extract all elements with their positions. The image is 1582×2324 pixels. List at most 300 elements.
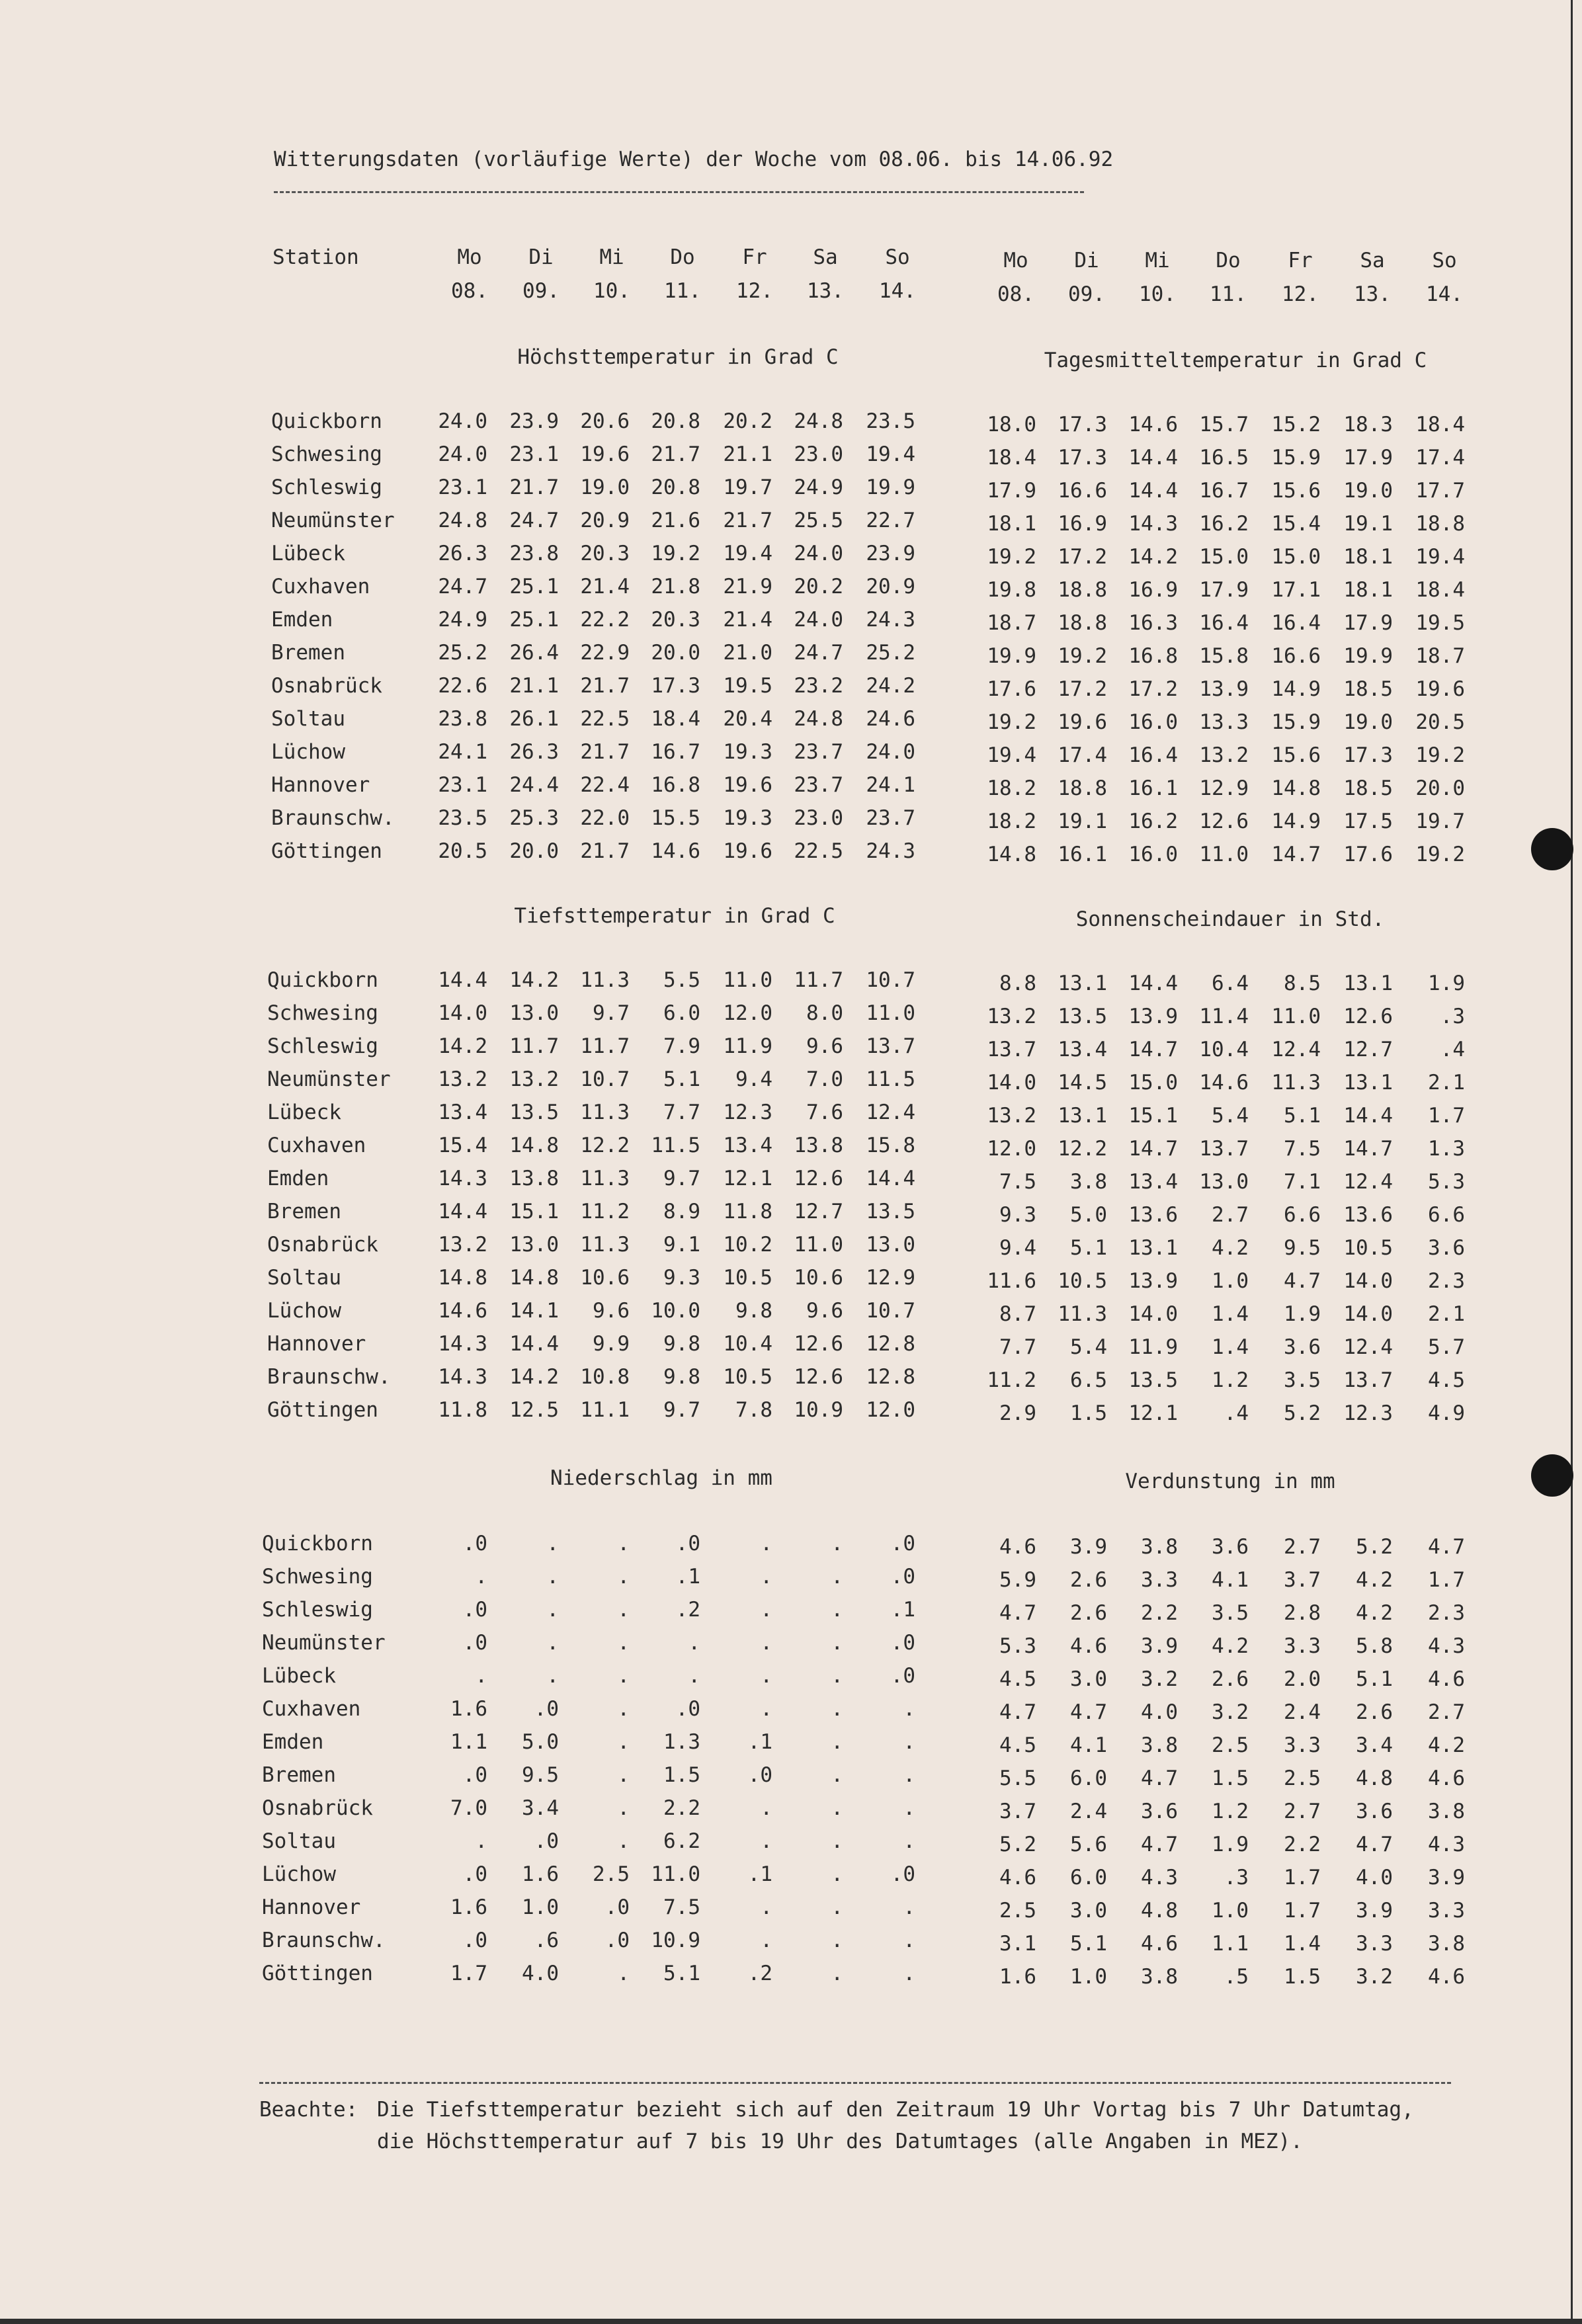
table-cell: 21.1 [723, 442, 772, 466]
table-cell: 15.9 [1271, 710, 1321, 734]
table-cell: 9.8 [735, 1299, 772, 1323]
table-cell: 24.0 [866, 740, 915, 764]
table-cell: . [831, 1929, 843, 1952]
table-cell: 17.1 [1271, 578, 1321, 602]
table-cell: 25.1 [509, 575, 559, 599]
table-cell: 11.9 [1128, 1335, 1178, 1359]
table-cell: 9.4 [999, 1236, 1036, 1260]
table-cell: 3.0 [1070, 1667, 1107, 1691]
table-cell: 13.8 [509, 1167, 559, 1190]
station-name: Osnabrück [262, 1796, 373, 1820]
table-cell: 2.5 [1284, 1766, 1321, 1790]
table-cell: . [760, 1631, 772, 1655]
table-cell: 21.4 [723, 608, 772, 632]
station-name: Emden [262, 1730, 324, 1754]
table-cell: 3.3 [1284, 1634, 1321, 1658]
table-cell: 26.1 [509, 707, 559, 731]
table-cell: 24.0 [438, 442, 487, 466]
section-title: Niederschlag in mm [550, 1466, 772, 1490]
table-cell: . [546, 1631, 559, 1655]
table-cell: .3 [1224, 1866, 1249, 1889]
table-cell: 17.9 [987, 479, 1036, 503]
station-name: Lüchow [262, 1862, 336, 1886]
table-cell: 24.6 [866, 707, 915, 731]
table-cell: 16.8 [1128, 644, 1178, 668]
table-cell: 13.1 [1058, 972, 1107, 995]
day-label: Mo [457, 245, 482, 269]
table-cell: 14.4 [1343, 1104, 1393, 1128]
table-cell: 11.1 [580, 1398, 630, 1422]
table-cell: 3.0 [1070, 1899, 1107, 1923]
table-cell: 20.2 [723, 409, 772, 433]
table-cell: . [688, 1664, 700, 1688]
day-label: Fr [1288, 249, 1313, 272]
table-cell: 13.5 [1058, 1005, 1107, 1028]
table-cell: 10.8 [580, 1365, 630, 1389]
table-cell: .0 [604, 1895, 630, 1919]
table-cell: . [903, 1730, 915, 1754]
table-cell: 17.2 [1058, 677, 1107, 701]
table-cell: 12.4 [866, 1100, 915, 1124]
section-title: Verdunstung in mm [1125, 1470, 1335, 1493]
table-cell: 11.3 [580, 1100, 630, 1124]
table-cell: 15.1 [509, 1200, 559, 1224]
table-cell: . [475, 1829, 487, 1853]
table-cell: 3.3 [1141, 1568, 1178, 1592]
table-cell: 24.1 [438, 740, 487, 764]
table-cell: 19.3 [723, 740, 772, 764]
table-cell: 4.0 [1356, 1866, 1393, 1889]
table-cell: 13.7 [1343, 1368, 1393, 1392]
table-cell: 13.2 [987, 1104, 1036, 1128]
table-cell: 23.7 [866, 806, 915, 830]
table-cell: 11.0 [651, 1862, 700, 1886]
station-name: Braunschw. [271, 806, 395, 830]
table-cell: 11.9 [723, 1034, 772, 1058]
table-cell: 21.7 [651, 442, 700, 466]
table-cell: 18.0 [987, 413, 1036, 436]
table-cell: 18.5 [1343, 677, 1393, 701]
table-cell: 13.9 [1128, 1005, 1178, 1028]
section-title: Tiefsttemperatur in Grad C [514, 904, 835, 928]
table-cell: 23.7 [794, 740, 843, 764]
table-cell: 22.5 [794, 839, 843, 863]
table-cell: 4.7 [1141, 1833, 1178, 1856]
table-cell: 11.3 [1058, 1302, 1107, 1326]
station-name: Lübeck [271, 542, 345, 565]
table-cell: 2.4 [1284, 1700, 1321, 1724]
table-cell: 16.6 [1271, 644, 1321, 668]
table-cell: 1.3 [1428, 1137, 1465, 1161]
table-cell: 11.0 [723, 968, 772, 992]
table-cell: . [617, 1598, 630, 1622]
table-cell: 2.2 [1284, 1833, 1321, 1856]
table-cell: . [903, 1895, 915, 1919]
table-cell: 14.8 [1271, 776, 1321, 800]
table-cell: 2.7 [1284, 1800, 1321, 1823]
table-cell: 5.1 [1070, 1236, 1107, 1260]
table-cell: 14.8 [987, 843, 1036, 866]
table-cell: 13.1 [1343, 972, 1393, 995]
table-cell: 14.3 [438, 1332, 487, 1356]
station-name: Bremen [267, 1200, 341, 1224]
table-cell: . [475, 1664, 487, 1688]
table-cell: 2.7 [1428, 1700, 1465, 1724]
table-cell: .2 [747, 1962, 772, 1985]
table-cell: 6.0 [1070, 1766, 1107, 1790]
station-name: Emden [271, 608, 333, 632]
table-cell: 1.5 [663, 1763, 700, 1787]
table-cell: 20.0 [651, 641, 700, 665]
table-cell: 3.2 [1212, 1700, 1249, 1724]
table-cell: . [831, 1631, 843, 1655]
table-cell: 17.3 [1058, 446, 1107, 470]
table-cell: 23.9 [866, 542, 915, 565]
day-label: Fr [742, 245, 767, 269]
table-cell: 1.7 [1284, 1899, 1321, 1923]
table-cell: . [831, 1829, 843, 1853]
table-cell: . [760, 1895, 772, 1919]
table-cell: 16.5 [1199, 446, 1249, 470]
table-cell: 2.2 [1141, 1601, 1178, 1625]
table-cell: 9.7 [593, 1001, 630, 1025]
table-cell: 4.2 [1428, 1733, 1465, 1757]
table-cell: . [760, 1929, 772, 1952]
day-label: Do [670, 245, 695, 269]
day-label: Mi [1145, 249, 1170, 272]
day-label: Sa [1360, 249, 1385, 272]
station-name: Bremen [271, 641, 345, 665]
punch-hole [1531, 1454, 1573, 1497]
table-cell: 4.7 [1428, 1535, 1465, 1559]
table-cell: 24.7 [438, 575, 487, 599]
table-cell: 3.8 [1141, 1535, 1178, 1559]
table-cell: 1.7 [1428, 1104, 1465, 1128]
table-cell: 15.6 [1271, 479, 1321, 503]
table-cell: 7.5 [1284, 1137, 1321, 1161]
table-cell: 5.4 [1070, 1335, 1107, 1359]
table-cell: . [760, 1829, 772, 1853]
table-cell: 14.3 [1128, 512, 1178, 536]
table-cell: 4.1 [1070, 1733, 1107, 1757]
table-cell: 11.3 [580, 968, 630, 992]
divider [274, 191, 1084, 193]
table-cell: 11.2 [987, 1368, 1036, 1392]
table-cell: 13.7 [866, 1034, 915, 1058]
table-cell: . [546, 1565, 559, 1589]
table-cell: 13.9 [1128, 1269, 1178, 1293]
table-cell: 17.6 [1343, 843, 1393, 866]
table-cell: 12.7 [1343, 1038, 1393, 1061]
table-cell: 1.0 [1212, 1269, 1249, 1293]
table-cell: .4 [1224, 1401, 1249, 1425]
table-cell: . [831, 1532, 843, 1556]
table-cell: 16.2 [1128, 809, 1178, 833]
table-cell: 9.8 [663, 1365, 700, 1389]
table-cell: . [903, 1929, 915, 1952]
table-cell: 3.4 [1356, 1733, 1393, 1757]
station-name: Neumünster [271, 509, 395, 532]
table-cell: 3.6 [1212, 1535, 1249, 1559]
table-cell: 14.4 [438, 968, 487, 992]
table-cell: . [688, 1631, 700, 1655]
table-cell: 12.1 [1128, 1401, 1178, 1425]
date-label: 14. [1426, 282, 1463, 306]
table-cell: 25.5 [794, 509, 843, 532]
table-cell: 4.3 [1428, 1634, 1465, 1658]
table-cell: 17.9 [1343, 446, 1393, 470]
station-name: Neumünster [267, 1067, 391, 1091]
table-cell: 5.3 [999, 1634, 1036, 1658]
station-name: Braunschw. [267, 1365, 391, 1389]
table-cell: 20.5 [438, 839, 487, 863]
table-cell: 24.2 [866, 674, 915, 698]
table-cell: 19.1 [1058, 809, 1107, 833]
table-cell: 24.0 [438, 409, 487, 433]
table-cell: 4.2 [1212, 1236, 1249, 1260]
table-cell: . [831, 1664, 843, 1688]
table-cell: 13.5 [1128, 1368, 1178, 1392]
table-cell: . [831, 1598, 843, 1622]
table-cell: 13.1 [1128, 1236, 1178, 1260]
table-cell: 13.4 [438, 1100, 487, 1124]
table-cell: 12.7 [794, 1200, 843, 1224]
table-cell: 3.2 [1356, 1965, 1393, 1989]
table-cell: 10.0 [651, 1299, 700, 1323]
table-cell: 4.3 [1141, 1866, 1178, 1889]
table-cell: 20.3 [651, 608, 700, 632]
table-cell: 26.4 [509, 641, 559, 665]
table-cell: 5.2 [1284, 1401, 1321, 1425]
table-cell: 19.6 [1058, 710, 1107, 734]
table-cell: 1.7 [1428, 1568, 1465, 1592]
table-cell: .0 [675, 1697, 700, 1721]
table-cell: 16.4 [1271, 611, 1321, 635]
table-cell: 9.3 [999, 1203, 1036, 1227]
document-title: Witterungsdaten (vorläufige Werte) der Woche vom 08.06. bis 14.06.92 [274, 147, 1114, 171]
table-cell: 12.4 [1343, 1335, 1393, 1359]
table-cell: 23.1 [509, 442, 559, 466]
table-cell: 2.3 [1428, 1269, 1465, 1293]
table-cell: 12.4 [1343, 1170, 1393, 1194]
section-title: Höchsttemperatur in Grad C [517, 345, 839, 369]
table-cell: 13.8 [794, 1134, 843, 1157]
station-name: Göttingen [262, 1962, 373, 1985]
station-name: Soltau [262, 1829, 336, 1853]
table-cell: .1 [675, 1565, 700, 1589]
table-cell: 12.1 [723, 1167, 772, 1190]
table-cell: 18.1 [987, 512, 1036, 536]
table-cell: 14.2 [1128, 545, 1178, 569]
table-cell: 9.3 [663, 1266, 700, 1290]
table-cell: 15.4 [438, 1134, 487, 1157]
table-cell: 7.1 [1284, 1170, 1321, 1194]
station-name: Cuxhaven [271, 575, 370, 599]
table-cell: 2.3 [1428, 1601, 1465, 1625]
table-cell: 12.2 [1058, 1137, 1107, 1161]
table-cell: .3 [1440, 1005, 1465, 1028]
table-cell: 24.0 [794, 542, 843, 565]
table-cell: 18.7 [987, 611, 1036, 635]
date-label: 12. [1282, 282, 1319, 306]
table-cell: 11.8 [723, 1200, 772, 1224]
table-cell: 14.0 [438, 1001, 487, 1025]
station-name: Cuxhaven [267, 1134, 366, 1157]
table-cell: .0 [462, 1631, 487, 1655]
station-name: Schleswig [267, 1034, 378, 1058]
table-cell: 5.6 [1070, 1833, 1107, 1856]
table-cell: 15.1 [1128, 1104, 1178, 1128]
table-cell: 11.3 [1271, 1071, 1321, 1095]
table-cell: 1.6 [522, 1862, 559, 1886]
station-name: Hannover [271, 773, 370, 797]
table-cell: 4.0 [522, 1962, 559, 1985]
table-cell: 14.0 [1343, 1302, 1393, 1326]
table-cell: 6.2 [663, 1829, 700, 1853]
date-label: 13. [1354, 282, 1391, 306]
table-cell: 18.8 [1058, 611, 1107, 635]
table-cell: 14.3 [438, 1167, 487, 1190]
station-name: Hannover [267, 1332, 366, 1356]
table-cell: 21.7 [580, 674, 630, 698]
date-label: 10. [593, 279, 630, 303]
table-cell: 3.9 [1428, 1866, 1465, 1889]
table-cell: 23.5 [866, 409, 915, 433]
table-cell: 13.2 [438, 1233, 487, 1257]
table-cell: 22.5 [580, 707, 630, 731]
table-cell: 9.6 [593, 1299, 630, 1323]
date-label: 11. [664, 279, 701, 303]
table-cell: 23.7 [794, 773, 843, 797]
table-cell: 18.4 [651, 707, 700, 731]
note-line: die Höchsttemperatur auf 7 bis 19 Uhr des Datumtages (alle Angaben in MEZ). [377, 2130, 1303, 2153]
table-cell: .4 [1440, 1038, 1465, 1061]
table-cell: 23.2 [794, 674, 843, 698]
section-title: Tagesmitteltemperatur in Grad C [1044, 349, 1427, 372]
table-cell: 19.6 [723, 773, 772, 797]
table-cell: 10.5 [723, 1365, 772, 1389]
table-cell: 2.5 [999, 1899, 1036, 1923]
table-cell: . [831, 1763, 843, 1787]
table-cell: 16.3 [1128, 611, 1178, 635]
table-cell: 2.5 [593, 1862, 630, 1886]
table-cell: 14.3 [438, 1365, 487, 1389]
table-cell: 7.7 [999, 1335, 1036, 1359]
table-cell: 18.4 [1415, 578, 1465, 602]
table-cell: 5.1 [663, 1067, 700, 1091]
table-cell: 3.6 [1428, 1236, 1465, 1260]
table-cell: 6.0 [663, 1001, 700, 1025]
table-cell: . [617, 1697, 630, 1721]
table-cell: 1.5 [1070, 1401, 1107, 1425]
day-label: So [885, 245, 910, 269]
table-cell: 23.9 [509, 409, 559, 433]
table-cell: 5.1 [663, 1962, 700, 1985]
table-cell: 14.2 [438, 1034, 487, 1058]
table-cell: 14.5 [1058, 1071, 1107, 1095]
table-cell: 1.3 [663, 1730, 700, 1754]
table-cell: 19.2 [1058, 644, 1107, 668]
table-cell: 9.6 [806, 1299, 843, 1323]
table-cell: 3.5 [1284, 1368, 1321, 1392]
section-title: Sonnenscheindauer in Std. [1075, 907, 1385, 931]
table-cell: 24.7 [794, 641, 843, 665]
table-cell: 5.2 [1356, 1535, 1393, 1559]
table-cell: 4.6 [1428, 1667, 1465, 1691]
table-cell: .0 [890, 1664, 915, 1688]
table-cell: 7.5 [663, 1895, 700, 1919]
station-name: Cuxhaven [262, 1697, 361, 1721]
table-cell: 2.7 [1212, 1203, 1249, 1227]
table-cell: 9.9 [593, 1332, 630, 1356]
table-cell: 10.5 [723, 1266, 772, 1290]
table-cell: . [617, 1532, 630, 1556]
table-cell: 21.7 [723, 509, 772, 532]
table-cell: 12.6 [794, 1332, 843, 1356]
table-cell: 14.9 [1271, 677, 1321, 701]
table-cell: 2.2 [663, 1796, 700, 1820]
table-cell: 3.3 [1284, 1733, 1321, 1757]
table-cell: . [760, 1664, 772, 1688]
table-cell: 20.8 [651, 476, 700, 499]
table-cell: 13.0 [866, 1233, 915, 1257]
table-cell: 19.4 [1415, 545, 1465, 569]
table-cell: 14.2 [509, 1365, 559, 1389]
table-cell: 3.6 [1284, 1335, 1321, 1359]
table-cell: . [760, 1598, 772, 1622]
table-cell: 4.7 [1070, 1700, 1107, 1724]
table-cell: .0 [604, 1929, 630, 1952]
table-cell: 13.4 [723, 1134, 772, 1157]
table-cell: 4.6 [1428, 1965, 1465, 1989]
table-cell: 2.5 [1212, 1733, 1249, 1757]
table-cell: . [760, 1565, 772, 1589]
table-cell: 11.3 [580, 1233, 630, 1257]
table-cell: 1.9 [1284, 1302, 1321, 1326]
table-cell: 15.7 [1199, 413, 1249, 436]
table-cell: 16.9 [1058, 512, 1107, 536]
table-cell: 4.5 [999, 1667, 1036, 1691]
table-cell: 19.0 [1343, 479, 1393, 503]
table-cell: 13.7 [1199, 1137, 1249, 1161]
table-cell: 20.2 [794, 575, 843, 599]
table-cell: 1.9 [1428, 972, 1465, 995]
table-cell: 24.3 [866, 608, 915, 632]
table-cell: . [546, 1598, 559, 1622]
station-name: Bremen [262, 1763, 336, 1787]
table-cell: 2.6 [1070, 1601, 1107, 1625]
table-cell: 2.7 [1284, 1535, 1321, 1559]
table-cell: 24.9 [794, 476, 843, 499]
table-cell: 14.1 [509, 1299, 559, 1323]
table-cell: .0 [890, 1631, 915, 1655]
table-cell: 17.3 [1343, 743, 1393, 767]
table-cell: 9.4 [735, 1067, 772, 1091]
table-cell: . [831, 1862, 843, 1886]
date-label: 09. [522, 279, 560, 303]
table-cell: 4.2 [1212, 1634, 1249, 1658]
table-cell: 25.1 [509, 608, 559, 632]
date-label: 08. [451, 279, 488, 303]
table-cell: 14.7 [1343, 1137, 1393, 1161]
table-cell: 18.1 [1343, 578, 1393, 602]
table-cell: 19.0 [1343, 710, 1393, 734]
table-cell: 19.4 [987, 743, 1036, 767]
station-name: Göttingen [271, 839, 382, 863]
table-cell: 10.7 [866, 968, 915, 992]
table-cell: 11.3 [580, 1167, 630, 1190]
table-cell: 7.0 [806, 1067, 843, 1091]
